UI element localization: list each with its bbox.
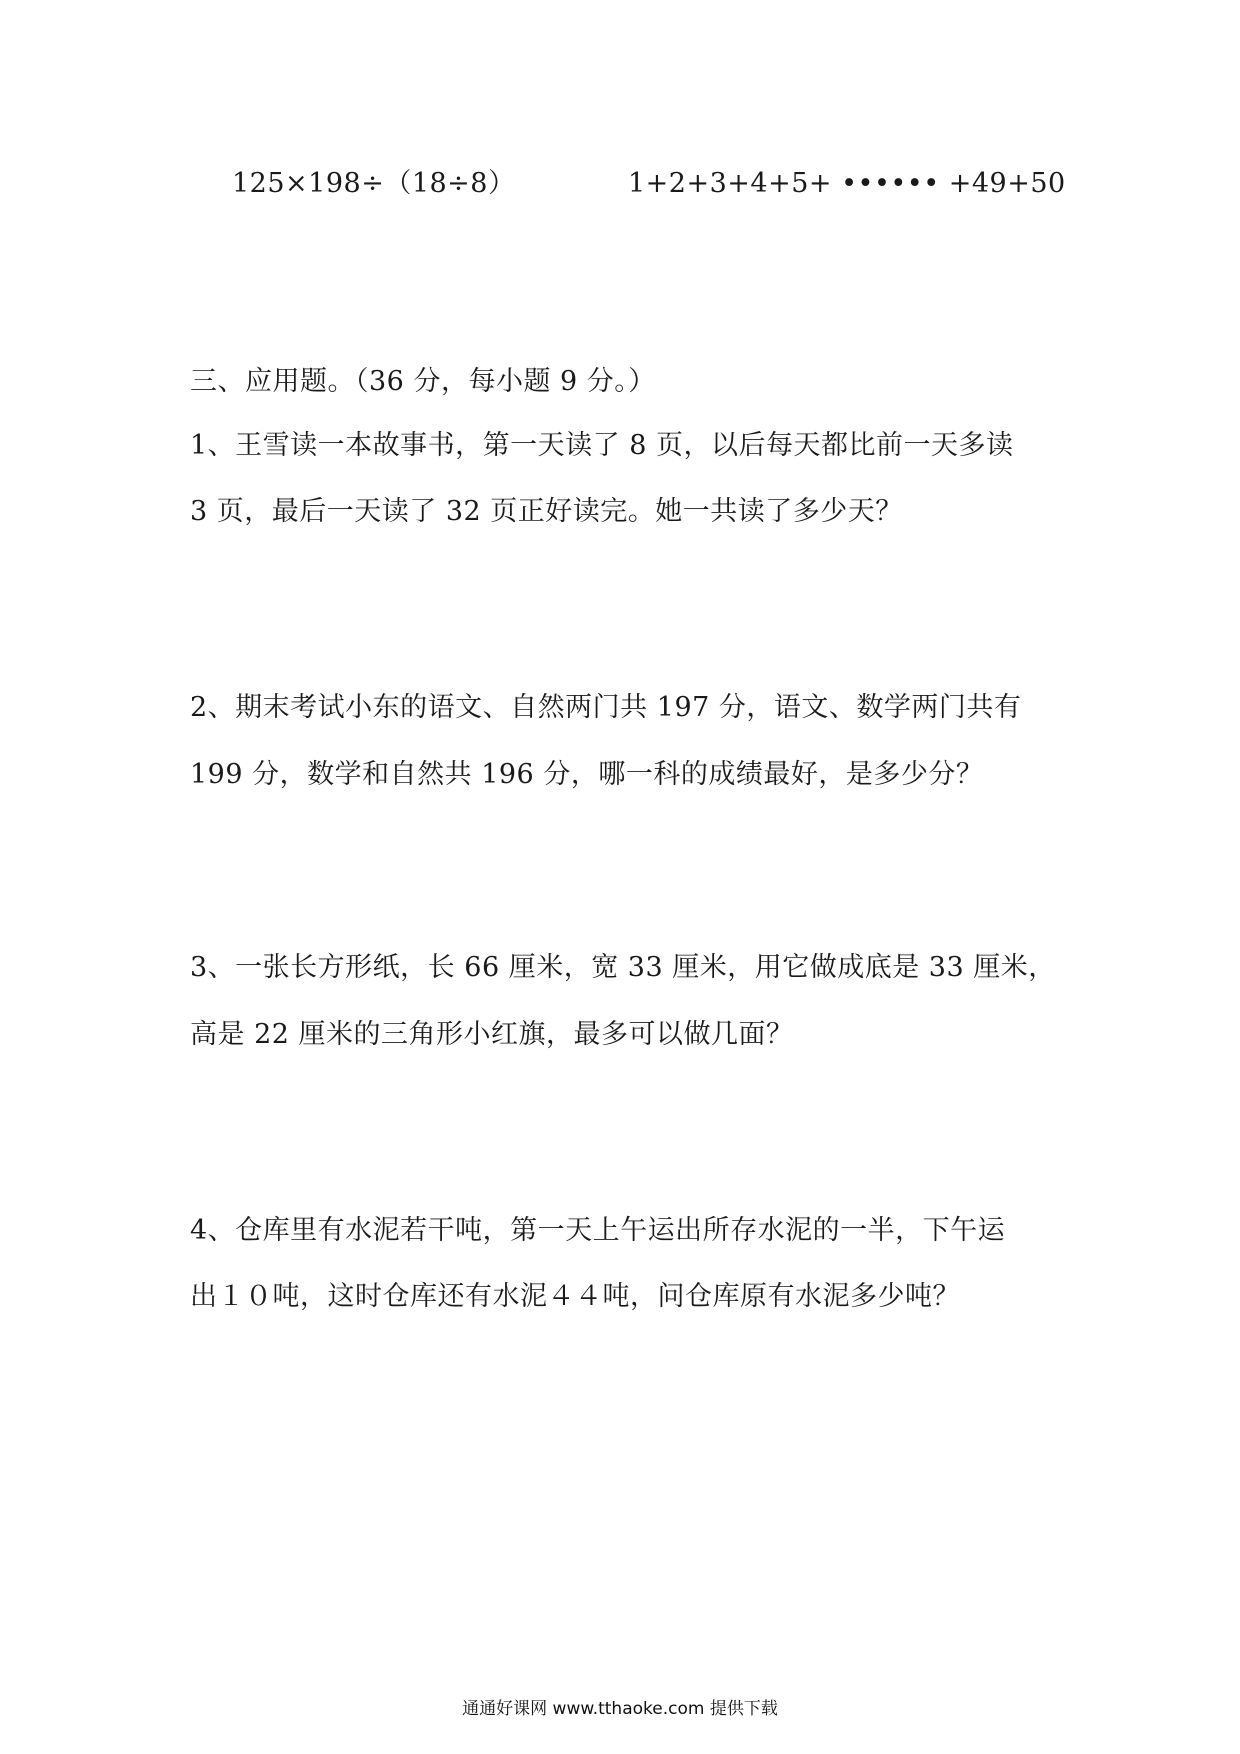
question-2-line-1: 2、期末考试小东的语文、自然两门共 197 分，语文、数学两门共有 (190, 692, 1022, 723)
question-1-line-2: 3 页，最后一天读了 32 页正好读完。她一共读了多少天？ (190, 496, 903, 527)
expression-right: 1+2+3+4+5+ •••••• +49+50 (628, 168, 1066, 199)
question-1-line-1: 1、王雪读一本故事书，第一天读了 8 页，以后每天都比前一天多读 (190, 430, 1014, 461)
expression-left: 125×198÷（18÷8） (232, 168, 516, 199)
question-3-line-1: 3、一张长方形纸，长 66 厘米，宽 33 厘米，用它做成底是 33 厘米， (190, 952, 1056, 983)
section-heading: 三、应用题。（36 分，每小题 9 分。） (190, 366, 656, 397)
page-footer: 通通好课网 www.tthaoke.com 提供下载 (462, 1699, 778, 1719)
question-3-line-2: 高是 22 厘米的三角形小红旗，最多可以做几面？ (190, 1019, 794, 1050)
question-2-line-2: 199 分，数学和自然共 196 分，哪一科的成绩最好，是多少分？ (190, 759, 984, 790)
question-4-line-1: 4、仓库里有水泥若干吨，第一天上午运出所存水泥的一半，下午运 (190, 1215, 1006, 1246)
question-4-line-2: 出１０吨，这时仓库还有水泥４４吨，问仓库原有水泥多少吨？ (190, 1281, 960, 1312)
